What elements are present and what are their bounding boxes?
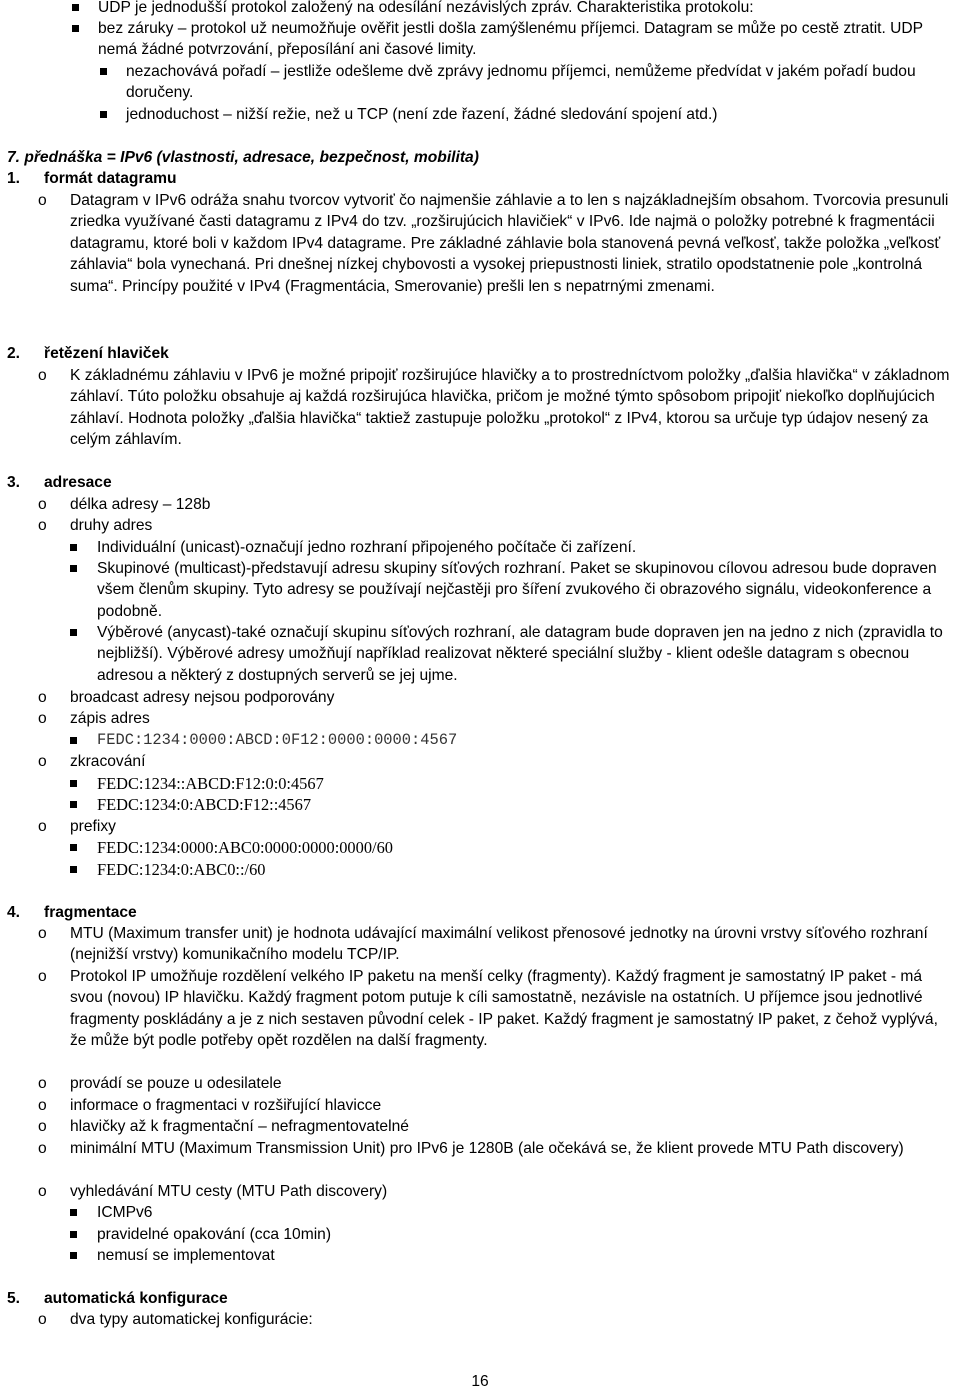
section-number: 4. <box>7 904 21 921</box>
lecture-title: 7. přednáška = IPv6 (vlastnosti, adresace, bezpečnost, mobilita) <box>7 149 479 166</box>
list-item-text: vyhledávání MTU cesty (MTU Path discovery) <box>70 1183 388 1200</box>
list-item-text: MTU (Maximum transfer unit) je hodnota udávající maximální velikost přenosové jednotky na úrovni vrstvy síťového rozhraní (nejnižší vrstvy) komunikačního modelu TCP/IP. <box>70 925 928 964</box>
circle-bullet-icon: o <box>38 968 47 985</box>
list-item-text: délka adresy – 128b <box>70 496 211 513</box>
section-title-text: řetězení hlaviček <box>44 345 169 362</box>
list-item <box>38 1116 958 1137</box>
circle-bullet-icon: o <box>38 1311 47 1328</box>
circle-bullet-icon: o <box>38 1118 47 1135</box>
section-title <box>7 902 137 923</box>
circle-bullet-icon: o <box>38 689 47 706</box>
list-item <box>38 966 958 1052</box>
list-item <box>38 687 958 708</box>
paragraph: K základnému záhlaviu v IPv6 je možné pripojiť rozširujúce hlavičky a to prostredníctvom položky „ďalšia hlavička“ v základnom záhlaví. Túto položku obsahuje aj každá rozširujúca hlavička, pričom je možné týmto spôsobom pripojiť niekoľko doplňujúcich záhlaví. Hodnota položky „ďalšia hlavička“ taktiež zastupuje položku „protokol“ z IPv4, ktorou sa určuje typ údajov nesený za celým záhlavím. <box>70 367 950 449</box>
section-title-text: automatická konfigurace <box>44 1290 228 1307</box>
square-bullet-icon <box>70 844 77 851</box>
section-title <box>7 1288 228 1309</box>
list-item <box>38 1309 958 1330</box>
list-item-text: Individuální (unicast)-označují jedno rozhraní připojeného počítače či zařízení. <box>97 539 637 556</box>
section-title <box>7 168 177 189</box>
square-bullet-icon <box>70 1209 77 1216</box>
list-item <box>38 494 958 515</box>
square-bullet-icon <box>70 737 77 744</box>
list-item <box>97 859 957 880</box>
list-item <box>38 515 958 536</box>
section-title-text: fragmentace <box>44 904 137 921</box>
list-item <box>38 1138 958 1159</box>
list-item <box>97 1224 957 1245</box>
list-item <box>38 365 958 451</box>
square-bullet-icon <box>70 1231 77 1238</box>
list-item-text: dva typy automatickej konfigurácie: <box>70 1311 313 1328</box>
section-title <box>7 343 169 364</box>
square-bullet-icon <box>70 780 77 787</box>
list-item <box>98 18 958 61</box>
list-item <box>38 816 958 837</box>
square-bullet-icon <box>70 1252 77 1259</box>
list-item <box>97 558 957 622</box>
address-example: FEDC:1234:0000:ABC0:0000:0000:0000/60 <box>97 838 393 857</box>
address-example: FEDC:1234:0000:ABCD:0F12:0000:0000:4567 <box>97 731 458 749</box>
list-item-text: broadcast adresy nejsou podporovány <box>70 689 335 706</box>
circle-bullet-icon: o <box>38 367 47 384</box>
list-item <box>97 1245 957 1266</box>
square-bullet-icon <box>72 4 79 11</box>
list-item-text: Výběrové (anycast)-také označují skupinu síťových rozhraní, ale datagram bude dopraven jen na jedno z nich (zpravidla to nejbližší). Výběrové adresy umožňují například realizovat některé speciální služby - klient odešle datagram s obecnou adresou a některý z dostupných serverů se jej ujme. <box>97 624 943 684</box>
square-bullet-icon <box>70 565 77 572</box>
section-number: 3. <box>7 474 21 491</box>
list-item-text: minimální MTU (Maximum Transmission Unit) pro IPv6 je 1280B (ale očekává se, že klient provede MTU Path discovery) <box>70 1140 904 1157</box>
list-item <box>97 537 957 558</box>
list-item <box>97 837 957 858</box>
circle-bullet-icon: o <box>38 818 47 835</box>
list-item <box>97 773 957 794</box>
square-bullet-icon <box>70 801 77 808</box>
paragraph: Datagram v IPv6 odráža snahu tvorcov vytvoriť čo najmenšie záhlavie a to len s najzákladnejším obsahom. Tvorcovia presunuli zriedka využívané časti datagramu z IPv4 do tzv. „rozširujúcich hlavičiek“ v IPv6. Ide najmä o položky potrebné k fragmentácii datagramu, ktoré boli v každom IPv4 datagrame. Pre základné záhlavie bola stanovená pevná veľkosť, takže položka „veľkosť záhlavia“ bola vynechaná. Pri dnešnej nízkej chybovosti a vysokej priepustnosti liniek, stratilo opodstatnenie pole „kontrolná suma“. Princípy použité v IPv4 (Fragmentácia, Smerovanie) prešli len s nepatrnými zmenami. <box>70 192 949 295</box>
circle-bullet-icon: o <box>38 753 47 770</box>
list-item-text: nemusí se implementovat <box>97 1247 275 1264</box>
list-item-text: zkracování <box>70 753 146 770</box>
list-item <box>38 708 958 729</box>
list-item <box>38 1073 958 1094</box>
list-item-text: druhy adres <box>70 517 153 534</box>
circle-bullet-icon: o <box>38 517 47 534</box>
list-item-text: provádí se pouze u odesilatele <box>70 1075 282 1092</box>
section-title-text: adresace <box>44 474 112 491</box>
list-item-text: nezachovává pořadí – jestliže odešleme dvě zprávy jednomu příjemci, nemůžeme předvídat v jakém pořadí budou doručeny. <box>126 63 916 102</box>
list-item <box>38 190 958 297</box>
list-item-text: hlavičky až k fragmentační – nefragmentovatelné <box>70 1118 409 1135</box>
list-item-text: pravidelné opakování (cca 10min) <box>97 1226 332 1243</box>
list-item <box>97 730 957 751</box>
circle-bullet-icon: o <box>38 710 47 727</box>
list-item <box>97 622 957 686</box>
list-item <box>98 0 958 18</box>
circle-bullet-icon: o <box>38 925 47 942</box>
list-item <box>126 61 958 104</box>
circle-bullet-icon: o <box>38 192 47 209</box>
list-item-text: zápis adres <box>70 710 150 727</box>
list-item-text: jednoduchost – nižší režie, než u TCP (není zde řazení, žádné sledování spojení atd.) <box>126 106 718 123</box>
square-bullet-icon <box>100 111 107 118</box>
list-item-text: ICMPv6 <box>97 1204 153 1221</box>
circle-bullet-icon: o <box>38 496 47 513</box>
square-bullet-icon <box>72 25 79 32</box>
square-bullet-icon <box>100 68 107 75</box>
list-item-text: bez záruky – protokol už neumožňuje ověřit jestli došla zamýšlenému příjemci. Datagram se může po cestě ztratit. UDP nemá žádné potvrzování, přeposílání ani časové limity. <box>98 20 923 59</box>
square-bullet-icon <box>70 866 77 873</box>
list-item-text: Protokol IP umožňuje rozdělení velkého IP paketu na menší celky (fragmenty). Každý fragment je samostatný IP paket - má svou (novou) IP hlavičku. Každý fragment potom putuje k cíli samostatně, nezávisle na ostatních. U příjemce jsou jednotlivé fragmenty poskládány a je z nich sestaven původní celek - IP paket. Každý fragment je samostatný IP paket, z čehož vyplývá, že může být podle potřeby opět rozdělen na další fragmenty. <box>70 968 938 1050</box>
section-number: 5. <box>7 1290 21 1307</box>
page-number: 16 <box>471 1373 489 1390</box>
address-example: FEDC:1234:0:ABCD:F12::4567 <box>97 795 312 814</box>
list-item-text: informace o fragmentaci v rozšiřující hlavicce <box>70 1097 382 1114</box>
list-item-text: Skupinové (multicast)-představují adresu skupiny síťových rozhraní. Paket se skupinovou cílovou adresou bude dopraven všem členům skupiny. Tyto adresy se používají nejčastěji pro šíření zvukového či obrazového signálu, videokonference a podobně. <box>97 560 937 620</box>
section-number: 2. <box>7 345 21 362</box>
list-item <box>126 104 958 125</box>
circle-bullet-icon: o <box>38 1183 47 1200</box>
list-item-text: prefixy <box>70 818 116 835</box>
list-item <box>38 1095 958 1116</box>
list-item <box>38 751 958 772</box>
list-item <box>38 1181 958 1202</box>
list-item <box>97 1202 957 1223</box>
list-item-text: UDP je jednodušší protokol založený na odesílání nezávislých zpráv. Charakteristika protokolu: <box>98 0 754 16</box>
list-item <box>38 923 958 966</box>
square-bullet-icon <box>70 629 77 636</box>
address-example: FEDC:1234:0:ABC0::/60 <box>97 860 266 879</box>
address-example: FEDC:1234::ABCD:F12:0:0:4567 <box>97 774 324 793</box>
circle-bullet-icon: o <box>38 1097 47 1114</box>
section-number: 1. <box>7 170 21 187</box>
square-bullet-icon <box>70 544 77 551</box>
section-title <box>7 472 112 493</box>
circle-bullet-icon: o <box>38 1075 47 1092</box>
circle-bullet-icon: o <box>38 1140 47 1157</box>
list-item <box>97 794 957 815</box>
section-title-text: formát datagramu <box>44 170 177 187</box>
